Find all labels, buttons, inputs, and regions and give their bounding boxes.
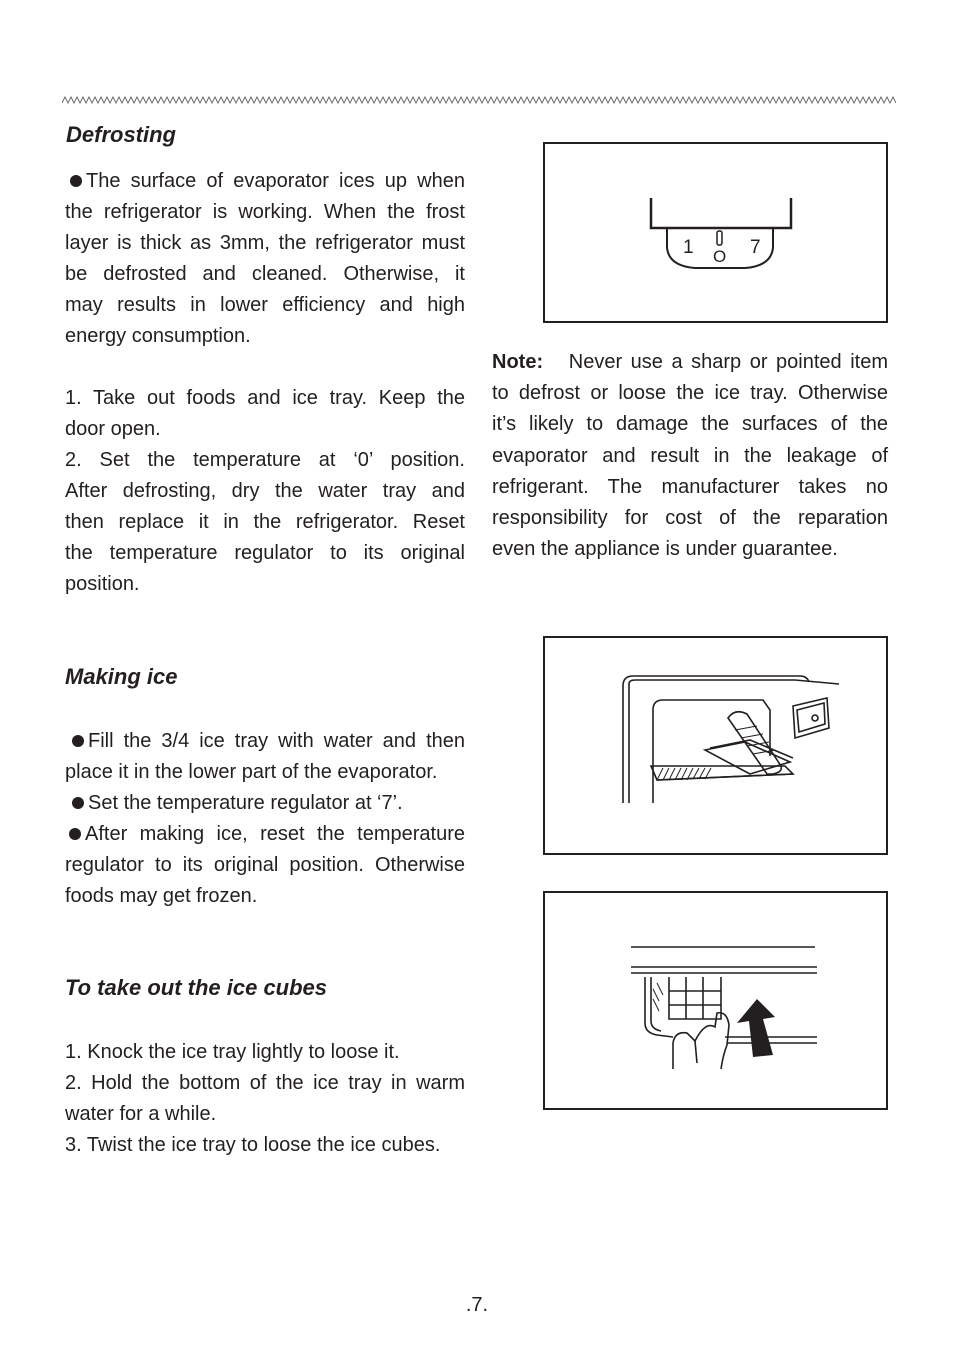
defrosting-heading: Defrosting [66,122,176,147]
text-line: then replace it in the refrigerator. Reset [65,511,465,533]
text-line: be defrosted and cleaned. Otherwise, it [65,263,465,285]
ice-tray-removal-illustration [545,893,886,1108]
text-line: refrigerant. The manufacturer takes no [492,475,888,498]
text-line: The surface of evaporator ices up when [65,166,465,197]
text-line: the temperature regulator to its original [65,542,465,564]
freezer-ice-tray-figure [543,636,888,855]
list-item: Fill the 3/4 ice tray with water and then [65,726,465,757]
page-number: .7. [465,1294,489,1316]
bullet-icon [69,828,81,840]
text-line: 2. Hold the bottom of the ice tray in warm [65,1072,465,1094]
take-out-ice-heading: To take out the ice cubes [65,975,328,1000]
defrosting-intro [65,166,465,352]
text-line: to defrost or loose the ice tray. Otherwise [492,382,888,405]
text-line: 2. Set the temperature at ‘0’ position. [65,449,465,471]
decorative-top-rule [62,96,896,104]
temperature-dial-figure [543,142,888,323]
text-line: it’s likely to damage the surfaces of the [492,413,888,436]
text-line: responsibility for cost of the reparation [492,507,888,530]
dial-label-max: 7 [750,237,761,258]
defrosting-steps [65,383,465,600]
text-line: even the appliance is under guarantee. [492,538,838,561]
text-line: the refrigerator is working. When the frost [65,201,465,223]
making-ice-heading: Making ice [65,664,178,689]
text-line: foods may get frozen. [65,885,258,907]
ice-tray-removal-figure [543,891,888,1110]
text-line: 1. Take out foods and ice tray. Keep the [65,387,465,409]
text-line: 3. Twist the ice tray to loose the ice cubes. [65,1134,441,1156]
text-line: may results in lower efficiency and high [65,294,465,316]
freezer-illustration [545,638,886,853]
list-item: Set the temperature regulator at ‘7’. [65,788,465,819]
dial-illustration [545,144,886,321]
bullet-icon [70,175,82,187]
dial-label-min: 1 [683,237,694,258]
text-line: evaporator and result in the leakage of [492,444,888,467]
text-line: 1. Knock the ice tray lightly to loose it. [65,1041,400,1063]
text-line: water for a while. [65,1103,217,1125]
bullet-icon [72,797,84,809]
text-line: Note: Never use a sharp or pointed item [492,351,888,373]
list-item: After making ice, reset the temperature [65,819,465,850]
text-line: After defrosting, dry the water tray and [65,480,465,502]
note-paragraph [492,347,888,565]
text-line: energy consumption. [65,325,251,347]
bullet-icon [72,735,84,747]
making-ice-list [65,726,465,912]
text-line: regulator to its original position. Otherwise [65,854,465,876]
take-out-ice-steps [65,1037,465,1161]
text-line: layer is thick as 3mm, the refrigerator must [65,232,465,254]
dial-label-zero: O [713,247,727,266]
text-line: position. [65,573,140,595]
note-label: Note: [492,351,544,373]
text-line: door open. [65,418,161,440]
text-line: place it in the lower part of the evaporator. [65,761,438,783]
